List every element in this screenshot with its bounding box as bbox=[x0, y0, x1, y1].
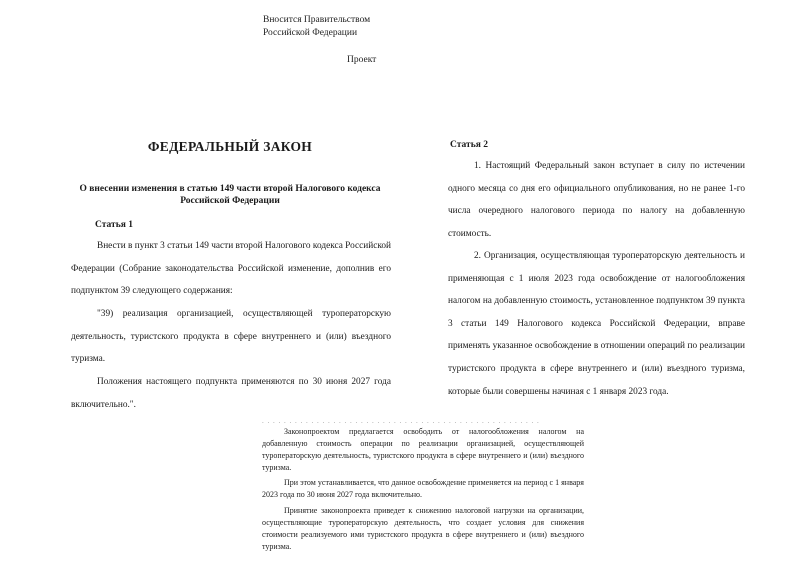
article-1-paragraph-1: Внести в пункт 3 статьи 149 части второй Налогового кодекса Российской Федерации (Собрание законодательства Российской изменение, дополнив его подпунктом 39 следующего содержания: bbox=[71, 241, 391, 297]
law-title: ФЕДЕРАЛЬНЫЙ ЗАКОН bbox=[147, 139, 313, 154]
submitter-block bbox=[263, 14, 370, 40]
explanatory-note bbox=[262, 426, 584, 556]
article-2-heading: Статья 2 bbox=[450, 140, 488, 150]
submitter-line-2: Российской Федерации bbox=[263, 28, 358, 38]
cropped-text-fragment: . . . . . . . . . . . . . . . . . . . . . . . . . . . . . . . . . . . . . . . . . . . . . . . . . . . bbox=[262, 419, 540, 423]
explanatory-note-paragraph-2: При этом устанавливается, что данное освобождение применяется на период с 1 января 2023 года по 30 июня 2027 года включительно. bbox=[262, 478, 584, 500]
explanatory-note-paragraph-3: Принятие законопроекта приведет к снижению налоговой нагрузки на организации, осуществляющие туроператорскую деятельность, что создает условия для снижения стоимости реализуемого ими туристского продукта в сфере внутреннего и (или) въездного туризма. bbox=[262, 505, 584, 551]
article-2-paragraph-2: 2. Организация, осуществляющая туроператорскую деятельность и применяющая с 1 июля 2023 года освобождение от налогообложения налогом на добавленную стоимость, установленное подпунктом 39 пункта 3 статьи 149 Налогового кодекса Российской Федерации, вправе применять указанное освобождение в отношении операций по реализации туристского продукта в сфере внутреннего и (или) въездного туризма, которые были совершены начиная с 1 января 2023 года. bbox=[448, 251, 745, 397]
explanatory-note-paragraph-1: Законопроектом предлагается освободить от налогообложения налогом на добавленную стоимость операции по реализации организацией, осуществляющей туроператорскую деятельность, туристского продукта в сфере внутреннего и (или) въездного туризма. bbox=[262, 427, 584, 473]
article-2-paragraph-1: 1. Настоящий Федеральный закон вступает в силу по истечении одного месяца со дня его официального опубликования, но не ранее 1-го числа очередного налогового периода по налогу на добавленную стоимость. bbox=[448, 161, 745, 239]
draft-label: Проект bbox=[347, 55, 377, 65]
article-1-paragraph-2: "39) реализация организацией, осуществляющей туроператорскую деятельность, туристского продукта в сфере внутреннего и (или) въездного туризма. bbox=[71, 309, 391, 365]
article-1-paragraph-3: Положения настоящего подпункта применяются по 30 июня 2027 года включительно.". bbox=[71, 377, 391, 410]
law-subtitle: О внесении изменения в статью 149 части второй Налогового кодекса Российской Федерации bbox=[79, 184, 381, 206]
article-1-heading: Статья 1 bbox=[95, 220, 133, 230]
submitter-line-1: Вносится Правительством bbox=[263, 15, 371, 25]
